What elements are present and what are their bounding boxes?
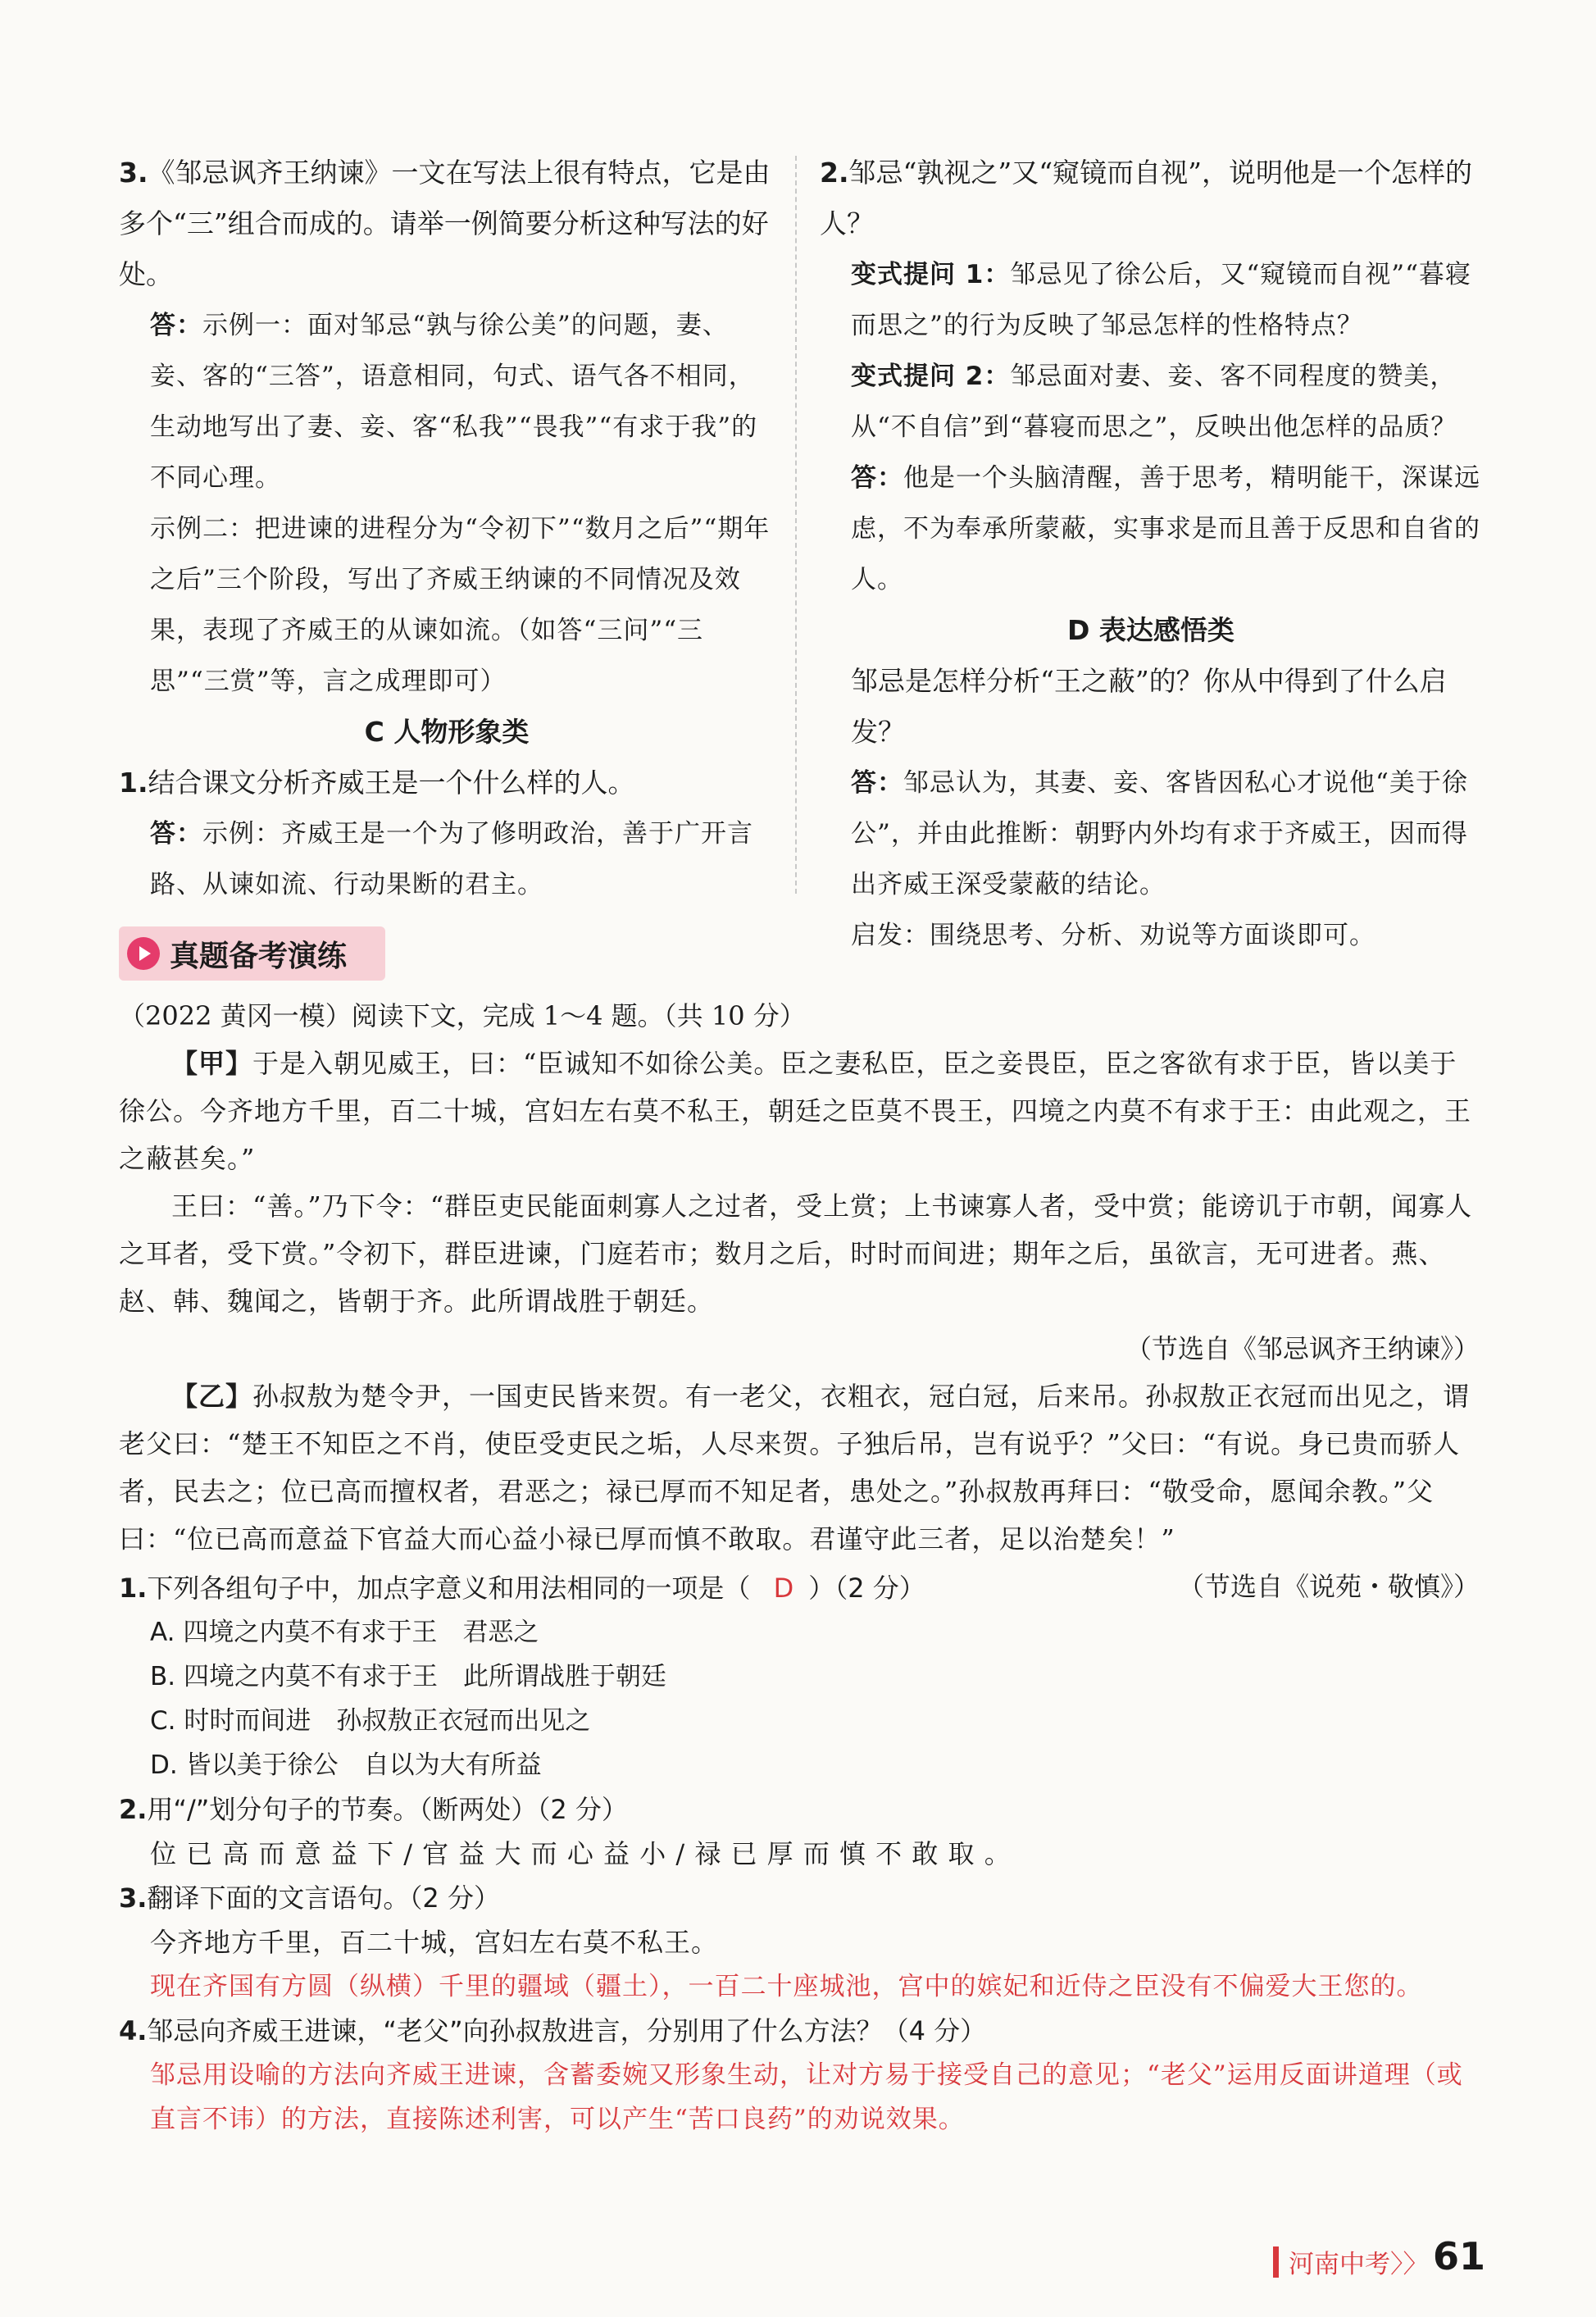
question-number: 3. [119,1882,148,1914]
question-2 [119,1787,1480,1832]
passage-text: 孙叔敖为楚令尹，一国吏民皆来贺。有一老父，衣粗衣，冠白冠，后来吊。孙叔敖正衣冠而出见之，谓老父曰：“楚王不知臣之不肖，使臣受吏民之垢，人尽来贺。子独后吊，岂有说乎？”父曰：“有说。身已贵而骄人者，民去之；位已高而擅权者，君恶之；禄已厚而不知足者，患处之。”孙叔敖再拜曰：“敬受命，愿闻余教。”父曰：“位已高而意益下官益大而心益小禄已厚而慎不敢取。君谨守此三者，足以治楚矣！” [119,1381,1471,1555]
question-3 [119,148,775,300]
passage-label: 【乙】 [171,1381,253,1412]
right-column [820,148,1482,961]
answer-text: 邹忌认为，其妻、妾、客皆因私心才说他“美于徐公”，并由此推断：朝野内外均有求于齐威王，因而得出齐威王深受蒙蔽的结论。 [851,768,1468,899]
question-number: 1. [119,1573,148,1604]
variant-label: 变式提问 1： [851,260,1011,289]
question-text: 结合课文分析齐威王是一个什么样的人。 [148,767,635,799]
answer-label: 答： [150,311,202,340]
question-c1 [119,758,775,808]
reading-intro: （2022 黄冈一模）阅读下文，完成 1～4 题。（共 10 分） [119,1000,806,1031]
question-2 [820,148,1482,249]
answer-block [119,300,775,503]
passage-jia-1 [119,1040,1480,1182]
translation-source: 今齐地方千里，百二十城，宫妇左右莫不私王。 [150,1927,719,1958]
answer-text: 他是一个头脑清醒，善于思考，精明能干，深谋远虑，不为奉承所蒙蔽，实事求是而且善于反思和自省的人。 [851,463,1480,594]
question-3 [119,1876,1480,1920]
answer-label: 答： [851,768,903,798]
answer-label: 答： [851,463,903,493]
answer-block [119,808,775,910]
question-number: 2. [119,1794,148,1825]
passage-label: 【甲】 [171,1048,253,1079]
passage-jia-2: 王曰：“善。”乃下令：“群臣吏民能面刺寡人之过者，受上赏；上书谏寡人者，受中赏；能谤讥于市朝，闻寡人之耳者，受下赏。”令初下，群臣进谏，门庭若市；数月之后，时时而间进；期年之后，虽欲言，无可进者。燕、赵、韩、魏闻之，皆朝于齐。此所谓战胜于朝廷。 [119,1190,1473,1317]
question-4 [119,2009,1480,2053]
variant-question-1 [820,249,1482,351]
section-heading-c: C 人物形象类 [364,716,530,748]
question-number: 2. [820,157,849,189]
variant-question-2 [820,351,1482,453]
banner-title: 真题备考演练 [170,939,348,973]
question-text: 《邹忌讽齐王纳谏》一文在写法上很有特点，它是由多个“三”组合而成的。请举一例简要分析这种写法的好处。 [119,157,771,290]
question-text: 翻译下面的文言语句。（2 分） [147,1882,500,1914]
question-text: 下列各组句子中，加点字意义和用法相同的一项是（ [147,1573,751,1604]
footer-label: 河南中考〉〉 [1289,2250,1429,2279]
passage-yi [119,1372,1480,1563]
variant-label: 变式提问 2： [851,362,1011,391]
passage-source: （节选自《说苑・敬慎》） [1177,1571,1480,1602]
option-b: B. 四境之内莫不有求于王 此所谓战胜于朝廷 [150,1662,666,1691]
answer-block [820,758,1482,910]
question-text: 用“/”划分句子的节奏。（断两处）（2 分） [147,1794,628,1825]
play-arrow-icon [127,937,160,970]
option-a: A. 四境之内莫不有求于王 君恶之 [150,1618,539,1647]
footer-accent-bar [1273,2246,1279,2278]
question-tail: ）（2 分） [808,1573,925,1604]
answer-label: 答： [150,819,202,849]
column-divider [795,156,797,894]
section-banner [119,926,385,981]
answer-example-1: 示例一：面对邹忌“孰与徐公美”的问题，妻、妾、客的“三答”，语意相同，句式、语气各不相同，生动地写出了妻、妾、客“私我”“畏我”“有求于我”的不同心理。 [150,311,758,493]
question-d: 邹忌是怎样分析“王之蔽”的？你从中得到了什么启发？ [851,665,1447,748]
section-heading-d: D 表达感悟类 [1067,614,1235,646]
translation-answer: 现在齐国有方圆（纵横）千里的疆域（疆土），一百二十座城池，宫中的嫔妃和近侍之臣没有不偏爱大王您的。 [150,1972,1423,2001]
answer-example-2: 示例二：把进谏的进程分为“令初下”“数月之后”“期年之后”三个阶段，写出了齐威王纳谏的不同情况及效果，表现了齐威王的从谏如流。（如答“三问”“三思”“三赏”等，言之成理即可） [150,514,771,696]
method-answer: 邹忌用设喻的方法向齐威王进谏，含蓄委婉又形象生动，让对方易于接受自己的意见；“老父”运用反面讲道理（或直言不讳）的方法，直接陈述利害，可以产生“苦口良药”的劝说效果。 [150,2060,1463,2134]
question-number: 1. [119,767,148,799]
passage-text: 于是入朝见威王，曰：“臣诚知不如徐公美。臣之妻私臣，臣之妾畏臣，臣之客欲有求于臣，皆以美于徐公。今齐地方千里，百二十城，宫妇左右莫不私王，朝廷之臣莫不畏王，四境之内莫不有求于王：由此观之，王之蔽甚矣。” [119,1048,1472,1174]
left-column [119,148,775,910]
question-text: 邹忌向齐威王进谏，“老父”向孙叔敖进言，分别用了什么方法？（4 分） [147,2015,987,2046]
page-number: 61 [1433,2234,1486,2278]
option-d: D. 皆以美于徐公 自以为大有所益 [150,1750,542,1780]
answer-text: 示例：齐威王是一个为了修明政治，善于广开言路、从谏如流、行动果断的君主。 [150,819,753,899]
question-text: 邹忌“孰视之”又“窥镜而自视”，说明他是一个怎样的人？ [820,157,1472,239]
question-number: 3. [119,157,148,189]
question-answer: D [773,1573,794,1604]
option-c: C. 时时而间进 孙叔敖正衣冠而出见之 [150,1706,591,1736]
variant-text: 邹忌见了徐公后，又“窥镜而自视”“暮寝而思之”的行为反映了邹忌怎样的性格特点？ [851,260,1471,340]
variant-text: 邹忌面对妻、妾、客不同程度的赞美，从“不自信”到“暮寝而思之”，反映出他怎样的品质？ [851,362,1457,442]
questions-section [119,1566,1480,2142]
reading-section [119,992,1480,1610]
insight-text: 启发：围绕思考、分析、劝说等方面谈即可。 [851,921,1375,950]
passage-source: （节选自《邹忌讽齐王纳谏》） [1125,1333,1480,1364]
rhythm-sentence: 位 已 高 而 意 益 下 / 官 益 大 而 心 益 小 / 禄 已 厚 而 慎 不 敢 取 。 [150,1838,1012,1869]
answer-block [820,453,1482,605]
question-number: 4. [119,2015,148,2046]
question-1 [119,1566,1480,1610]
